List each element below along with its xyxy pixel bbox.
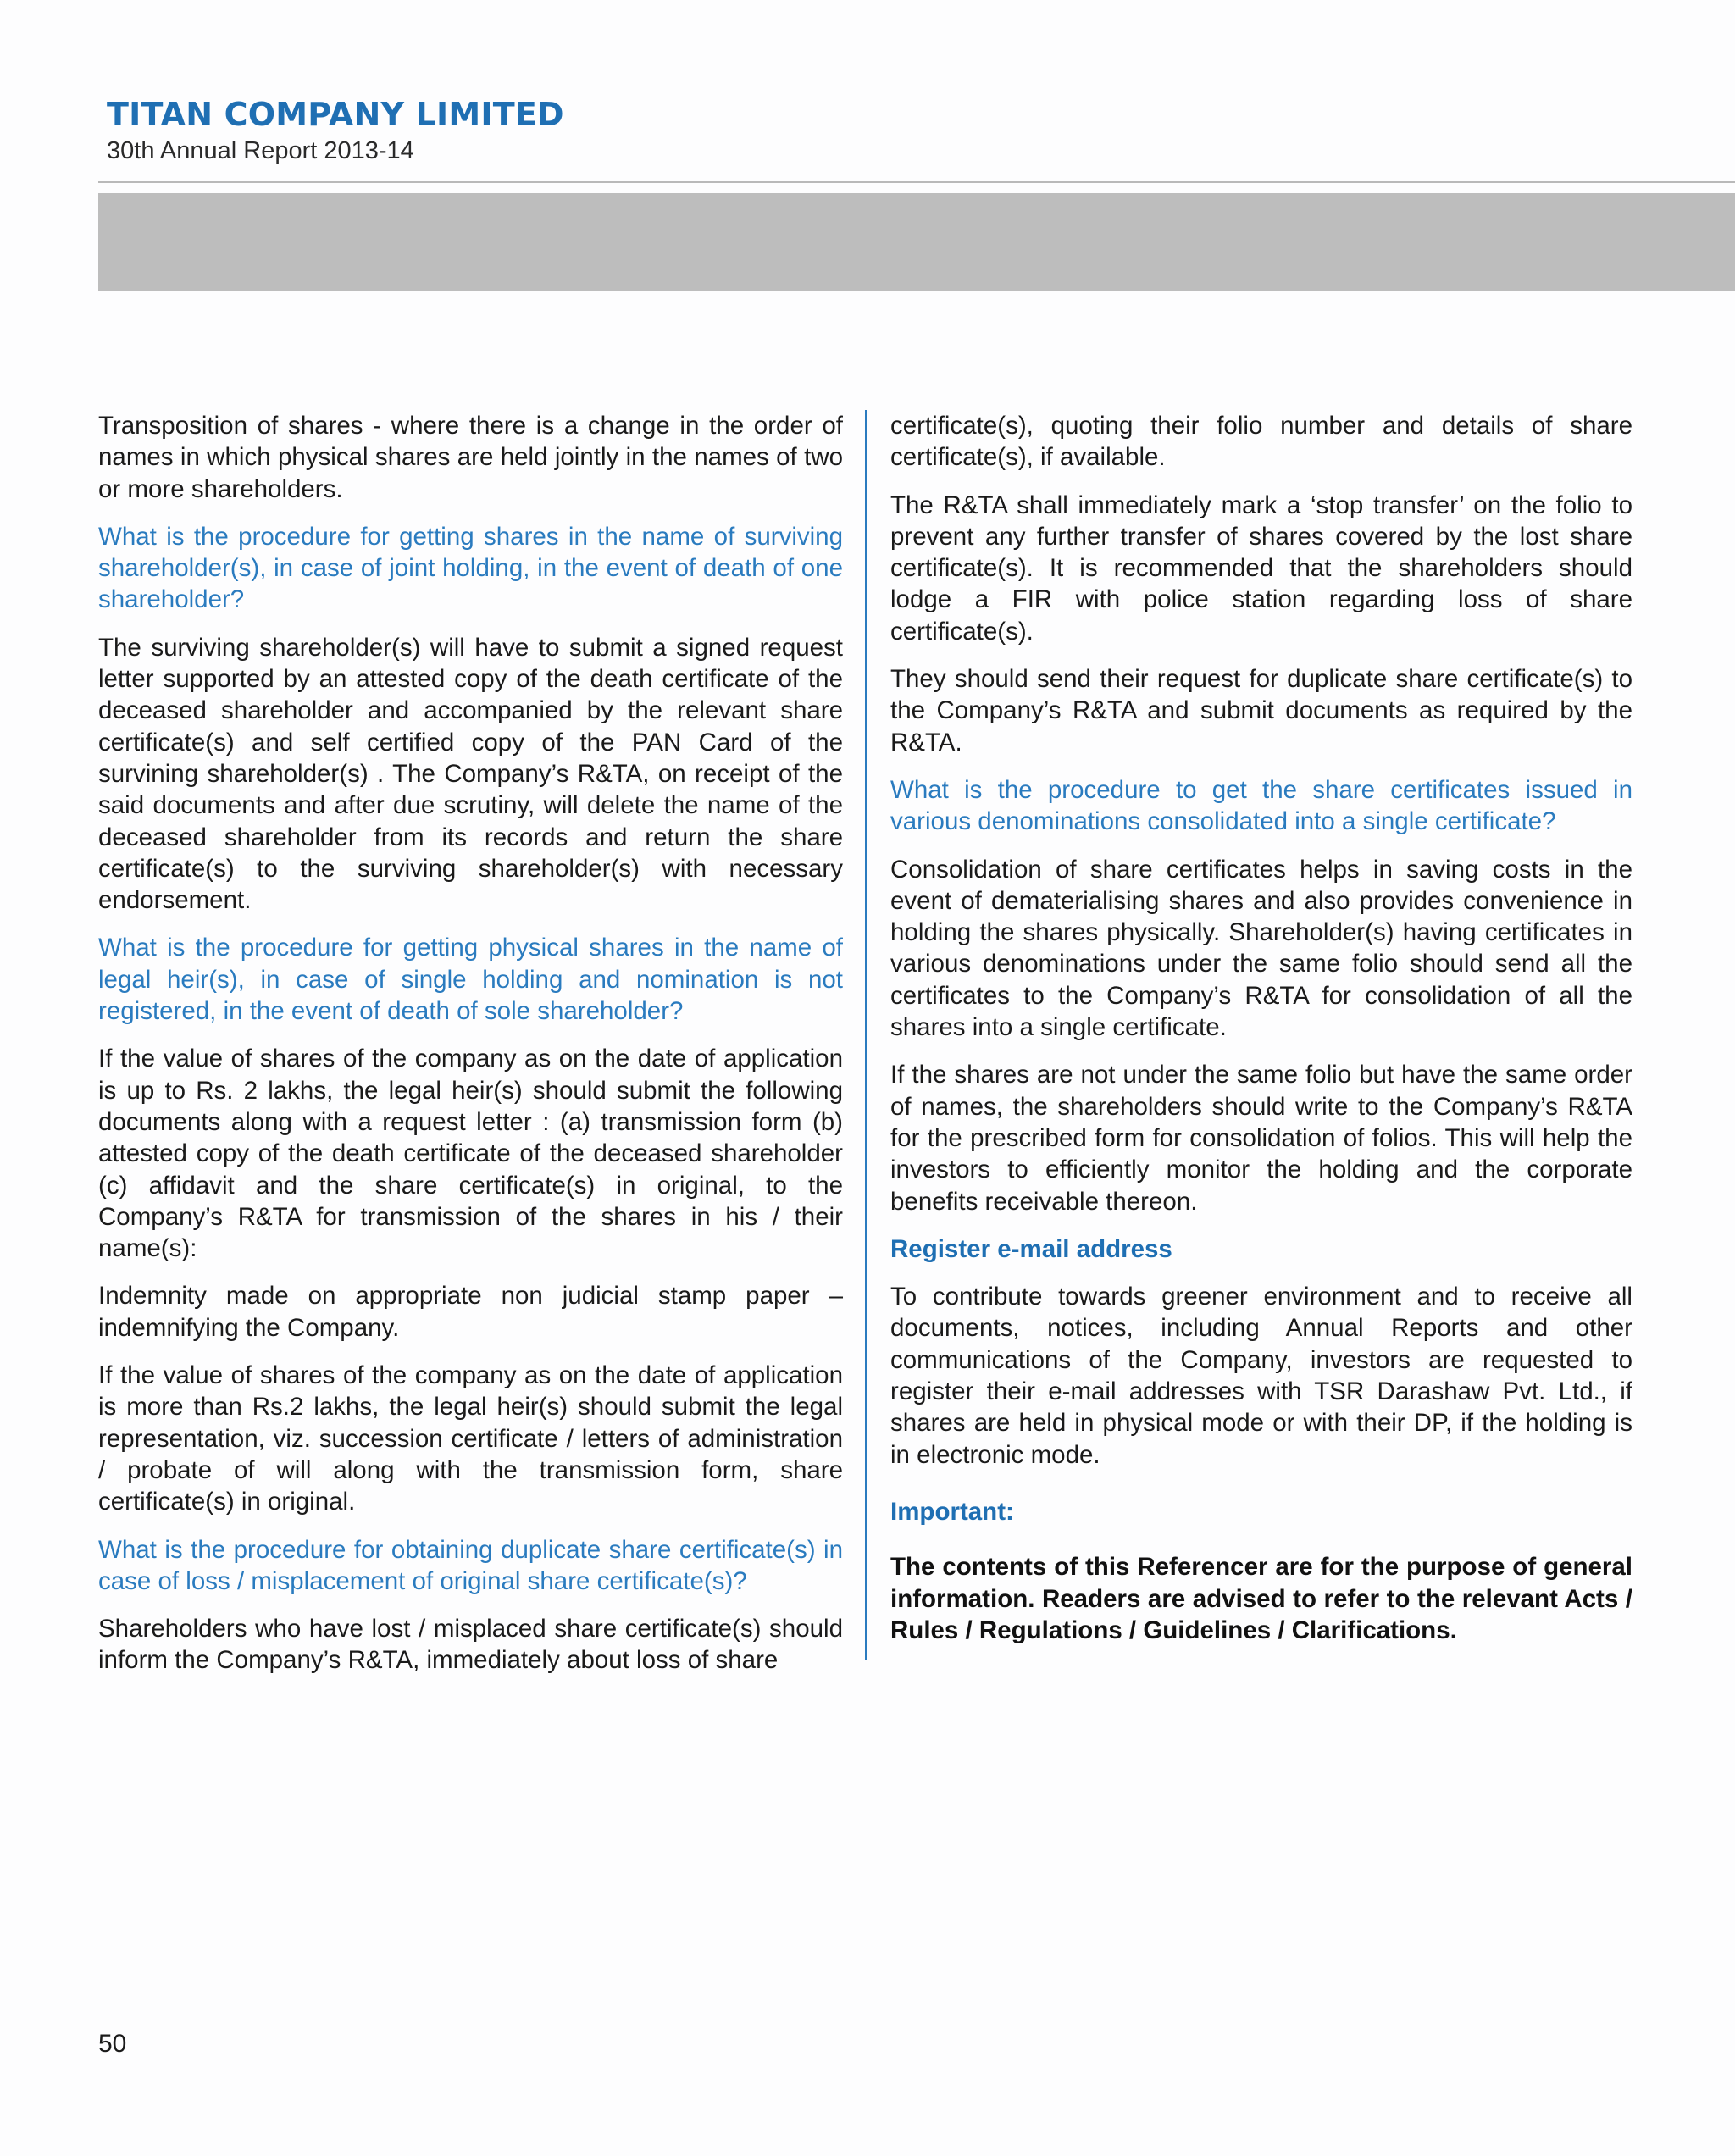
paragraph: The surviving shareholder(s) will have to submit a signed request letter supported by an attested copy of the death certificate of the deceased shareholder and accompanied by the relevant share certificate(s) and self certified copy of the PAN Card of the survining shareholder(s) . The Company’s R&TA, on receipt of the said documents and after due scrutiny, will delete the name of the deceased shareholder from its records and return the share certificate(s) to the surviving shareholder(s) with necessary endorsement. xyxy=(98,633,843,915)
question-heading: What is the procedure for obtaining duplicate share certificate(s) in case of loss / misplacement of original share certificate(s)? xyxy=(98,1535,843,1595)
question-heading: What is the procedure for getting physical shares in the name of legal heir(s), in case of single holding and nomination is not registered, in the event of death of sole shareholder? xyxy=(98,934,843,1026)
paragraph: Indemnity made on appropriate non judicial stamp paper – indemnifying the Company. xyxy=(98,1282,843,1342)
paragraph: Consolidation of share certificates helps in saving costs in the event of dematerialising shares and also provides convenience in holding the shares physically. Shareholder(s) having certificates in various denominations under the same folio should send all the certificates to the Company’s R&TA for consolidation of all the shares into a single certificate. xyxy=(890,855,1632,1042)
report-title: 30th Annual Report 2013-14 xyxy=(107,137,414,164)
column-divider xyxy=(865,410,867,1660)
header-band xyxy=(98,193,1735,291)
disclaimer: The contents of this Referencer are for the purpose of general information. Readers are advised to refer to the relevant Acts / Rules / Regulations / Guidelines / Clarifications. xyxy=(890,1553,1632,1644)
section-heading: Register e-mail address xyxy=(890,1234,1172,1263)
page-number: 50 xyxy=(98,2030,127,2058)
left-column xyxy=(98,410,843,1693)
paragraph: Transposition of shares - where there is a change in the order of names in which physical shares are held jointly in the names of two or more shareholders. xyxy=(98,412,843,503)
paragraph: If the shares are not under the same folio but have the same order of names, the shareholders should write to the Company’s R&TA for the prescribed form for consolidation of folios. This will help the investors to efficiently monitor the holding and the corporate benefits receivable thereon. xyxy=(890,1061,1632,1216)
paragraph: If the value of shares of the company as on the date of application is up to Rs. 2 lakhs, the legal heir(s) should submit the following documents along with a request letter : (a) transmission form (b) attested copy of the death certificate of the deceased shareholder (c) affidavit and the share certificate(s) in original, to the Company’s R&TA for transmission of the shares in his / their name(s): xyxy=(98,1045,843,1263)
paragraph: The R&TA shall immediately mark a ‘stop transfer’ on the folio to prevent any further transfer of shares covered by the lost share certificate(s). It is recommended that the shareholders should lodge a FIR with police station regarding loss of share certificate(s). xyxy=(890,491,1632,646)
paragraph: They should send their request for duplicate share certificate(s) to the Company’s R&TA and submit documents as required by the R&TA. xyxy=(890,665,1632,757)
paragraph: To contribute towards greener environment and to receive all documents, notices, including Annual Reports and other communications of the Company, investors are requested to register their e-mail addresses with TSR Darashaw Pvt. Ltd., if shares are held in physical mode or with their DP, if the holding is in electronic mode. xyxy=(890,1283,1632,1469)
page-header xyxy=(107,95,564,166)
paragraph: certificate(s), quoting their folio number and details of share certificate(s), if available. xyxy=(890,412,1632,472)
right-column xyxy=(890,410,1632,1662)
paragraph: If the value of shares of the company as on the date of application is more than Rs.2 lakhs, the legal heir(s) should submit the legal representation, viz. succession certificate / letters of administration / probate of will along with the transmission form, share certificate(s) in original. xyxy=(98,1361,843,1516)
paragraph: Shareholders who have lost / misplaced share certificate(s) should inform the Company’s R&TA, immediately about loss of share xyxy=(98,1615,843,1675)
question-heading: What is the procedure for getting shares in the name of surviving shareholder(s), in case of joint holding, in the event of death of one shareholder? xyxy=(98,522,843,614)
company-name: TITAN COMPANY LIMITED xyxy=(107,96,564,133)
important-heading: Important: xyxy=(890,1497,1014,1526)
question-heading: What is the procedure to get the share certificates issued in various denominations consolidated into a single certificate? xyxy=(890,775,1632,836)
header-rule xyxy=(98,181,1735,183)
